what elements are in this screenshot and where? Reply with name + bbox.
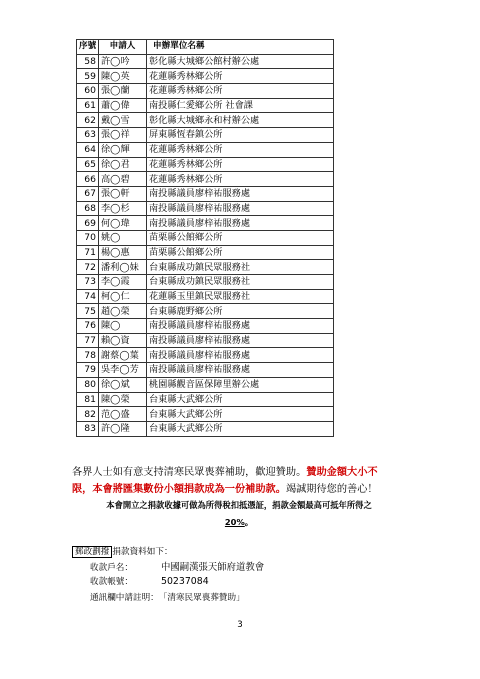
- unit-cell: 南投縣議員廖梓祐服務處: [147, 363, 334, 378]
- applicant-cell: 趙◯榮: [99, 304, 147, 319]
- serial-no-cell: 72: [77, 260, 99, 275]
- serial-no-cell: 80: [77, 377, 99, 392]
- serial-no-cell: 67: [77, 186, 99, 201]
- applicant-cell: 賴◯資: [99, 333, 147, 348]
- unit-cell: 南投縣議員廖梓祐服務處: [147, 201, 334, 216]
- applicant-cell: 許◯隆: [99, 421, 147, 436]
- applicant-cell: 張◯蘭: [99, 84, 147, 99]
- unit-cell: 南投縣議員廖梓祐服務處: [147, 319, 334, 334]
- table-row: [77, 304, 334, 319]
- serial-no-cell: 66: [77, 172, 99, 187]
- serial-no-cell: 75: [77, 304, 99, 319]
- unit-cell: 花蓮縣玉里鎮民眾服務社: [147, 289, 334, 304]
- account-no-row: [90, 575, 209, 587]
- serial-no-cell: 60: [77, 84, 99, 99]
- applicant-cell: 許◯吟: [99, 54, 147, 69]
- applicant-cell: 楊◯惠: [99, 245, 147, 260]
- applicant-cell: 陳◯榮: [99, 392, 147, 407]
- table-row: [77, 421, 334, 436]
- table-row: [77, 186, 334, 201]
- tax-percentage: 20%: [224, 517, 245, 527]
- header-applicant: 申請人: [99, 40, 147, 55]
- table-row: [77, 84, 334, 99]
- unit-cell: 台東縣鹿野鄉公所: [147, 304, 334, 319]
- serial-no-cell: 73: [77, 275, 99, 290]
- serial-no-cell: 81: [77, 392, 99, 407]
- table-row: [77, 245, 334, 260]
- table-row: [77, 201, 334, 216]
- table-row: [77, 142, 334, 157]
- table-row: [77, 377, 334, 392]
- table-row: [77, 98, 334, 113]
- header-unit: 申辦單位名稱: [147, 40, 334, 55]
- unit-cell: 台東縣大武鄉公所: [147, 392, 334, 407]
- appeal-highlight: 贊助金額大小不: [306, 467, 378, 478]
- serial-no-cell: 70: [77, 230, 99, 245]
- serial-no-cell: 71: [77, 245, 99, 260]
- applicant-cell: 徐◯君: [99, 157, 147, 172]
- applicant-cell: 范◯盛: [99, 407, 147, 422]
- table-row: [77, 172, 334, 187]
- serial-no-cell: 76: [77, 319, 99, 334]
- applicant-table: [76, 39, 334, 437]
- postal-transfer-intro: [72, 545, 173, 557]
- tax-note-end: 。: [244, 517, 254, 527]
- applicant-cell: 何◯瑋: [99, 216, 147, 231]
- page-number: 3: [237, 620, 243, 630]
- serial-no-cell: 61: [77, 98, 99, 113]
- account-name-value: 中國嗣漢張天師府道教會: [160, 562, 265, 573]
- applicant-cell: 蕭◯偉: [99, 98, 147, 113]
- table-row: [77, 319, 334, 334]
- applicant-cell: 高◯碧: [99, 172, 147, 187]
- memo-row: [90, 591, 245, 603]
- applicant-cell: 李◯杉: [99, 201, 147, 216]
- unit-cell: 台東縣大武鄉公所: [147, 421, 334, 436]
- applicant-cell: 陳◯英: [99, 69, 147, 84]
- header-serial-no: 序號: [77, 40, 99, 55]
- applicant-cell: 李◯霞: [99, 275, 147, 290]
- unit-cell: 彰化縣大城鄉公館村辦公處: [147, 54, 334, 69]
- table-row: [77, 289, 334, 304]
- unit-cell: 南投縣議員廖梓祐服務處: [147, 348, 334, 363]
- unit-cell: 苗栗縣公館鄉公所: [147, 245, 334, 260]
- serial-no-cell: 69: [77, 216, 99, 231]
- table-row: [77, 363, 334, 378]
- serial-no-cell: 82: [77, 407, 99, 422]
- table-row: [77, 69, 334, 84]
- unit-cell: 屏東縣恆春鎮公所: [147, 128, 334, 143]
- unit-cell: 苗栗縣公館鄉公所: [147, 230, 334, 245]
- serial-no-cell: 77: [77, 333, 99, 348]
- serial-no-cell: 68: [77, 201, 99, 216]
- table-body: [77, 54, 334, 436]
- memo-value: 「清寒民眾喪葬贊助」: [158, 593, 245, 603]
- applicant-cell: 戴◯雪: [99, 113, 147, 128]
- unit-cell: 台東縣成功鎮民眾服務社: [147, 275, 334, 290]
- serial-no-cell: 78: [77, 348, 99, 363]
- table-row: [77, 157, 334, 172]
- serial-no-cell: 59: [77, 69, 99, 84]
- unit-cell: 南投縣仁愛鄉公所 社會課: [147, 98, 334, 113]
- unit-cell: 台東縣成功鎮民眾服務社: [147, 260, 334, 275]
- applicant-cell: 柯◯仁: [99, 289, 147, 304]
- memo-label: 通訊欄中請註明：: [90, 593, 159, 603]
- applicant-cell: 吳李◯芳: [99, 363, 147, 378]
- unit-cell: 花蓮縣秀林鄉公所: [147, 157, 334, 172]
- unit-cell: 桃園縣觀音區保障里辦公處: [147, 377, 334, 392]
- applicant-cell: 張◯祥: [99, 128, 147, 143]
- applicant-cell: 姚◯: [99, 230, 147, 245]
- postal-intro-text: 捐款資料如下：: [112, 547, 173, 557]
- applicant-cell: 徐◯斌: [99, 377, 147, 392]
- table-row: [77, 392, 334, 407]
- serial-no-cell: 83: [77, 421, 99, 436]
- table-row: [77, 230, 334, 245]
- unit-cell: 花蓮縣秀林鄉公所: [147, 84, 334, 99]
- appeal-text: 各界人士如有意支持清寒民眾喪葬補助，歡迎贊助。: [72, 467, 307, 478]
- unit-cell: 花蓮縣秀林鄉公所: [147, 69, 334, 84]
- account-name-row: [90, 559, 264, 573]
- account-name-label: 收款戶名：: [90, 563, 133, 573]
- appeal-highlight-cont: 限，本會將匯集數份小額捐款成為一份補助款。: [72, 484, 286, 495]
- table-row: [77, 54, 334, 69]
- serial-no-cell: 58: [77, 54, 99, 69]
- applicant-cell: 陳◯: [99, 319, 147, 334]
- applicant-cell: 張◯軒: [99, 186, 147, 201]
- table-row: [77, 275, 334, 290]
- unit-cell: 南投縣議員廖梓祐服務處: [147, 333, 334, 348]
- unit-cell: 南投縣議員廖梓祐服務處: [147, 186, 334, 201]
- applicant-cell: 潘利◯妹: [99, 260, 147, 275]
- table-row: [77, 260, 334, 275]
- unit-cell: 台東縣大武鄉公所: [147, 407, 334, 422]
- unit-cell: 南投縣議員廖梓祐服務處: [147, 216, 334, 231]
- table-header-row: [77, 40, 334, 55]
- donation-appeal: [72, 464, 406, 498]
- table-row: [77, 113, 334, 128]
- tax-deduction-note: [72, 497, 406, 531]
- applicant-cell: 謝蔡◯葉: [99, 348, 147, 363]
- table-row: [77, 128, 334, 143]
- tax-note-text: 本會開立之捐款收據可做為所得稅扣抵憑証，捐款金額最高可抵年所得之: [106, 500, 372, 510]
- serial-no-cell: 64: [77, 142, 99, 157]
- table-row: [77, 216, 334, 231]
- postal-transfer-tag: 郵政劃撥: [72, 546, 112, 558]
- account-no-label: 收款帳號：: [90, 577, 133, 587]
- appeal-closing: 竭誠期待您的善心！: [285, 484, 378, 495]
- serial-no-cell: 74: [77, 289, 99, 304]
- table-row: [77, 348, 334, 363]
- account-no-value: 50237084: [160, 576, 209, 587]
- table-row: [77, 333, 334, 348]
- serial-no-cell: 63: [77, 128, 99, 143]
- serial-no-cell: 65: [77, 157, 99, 172]
- applicant-cell: 徐◯輝: [99, 142, 147, 157]
- table-row: [77, 407, 334, 422]
- serial-no-cell: 62: [77, 113, 99, 128]
- unit-cell: 花蓮縣秀林鄉公所: [147, 172, 334, 187]
- unit-cell: 彰化縣大城鄉永和村辦公處: [147, 113, 334, 128]
- unit-cell: 花蓮縣秀林鄉公所: [147, 142, 334, 157]
- serial-no-cell: 79: [77, 363, 99, 378]
